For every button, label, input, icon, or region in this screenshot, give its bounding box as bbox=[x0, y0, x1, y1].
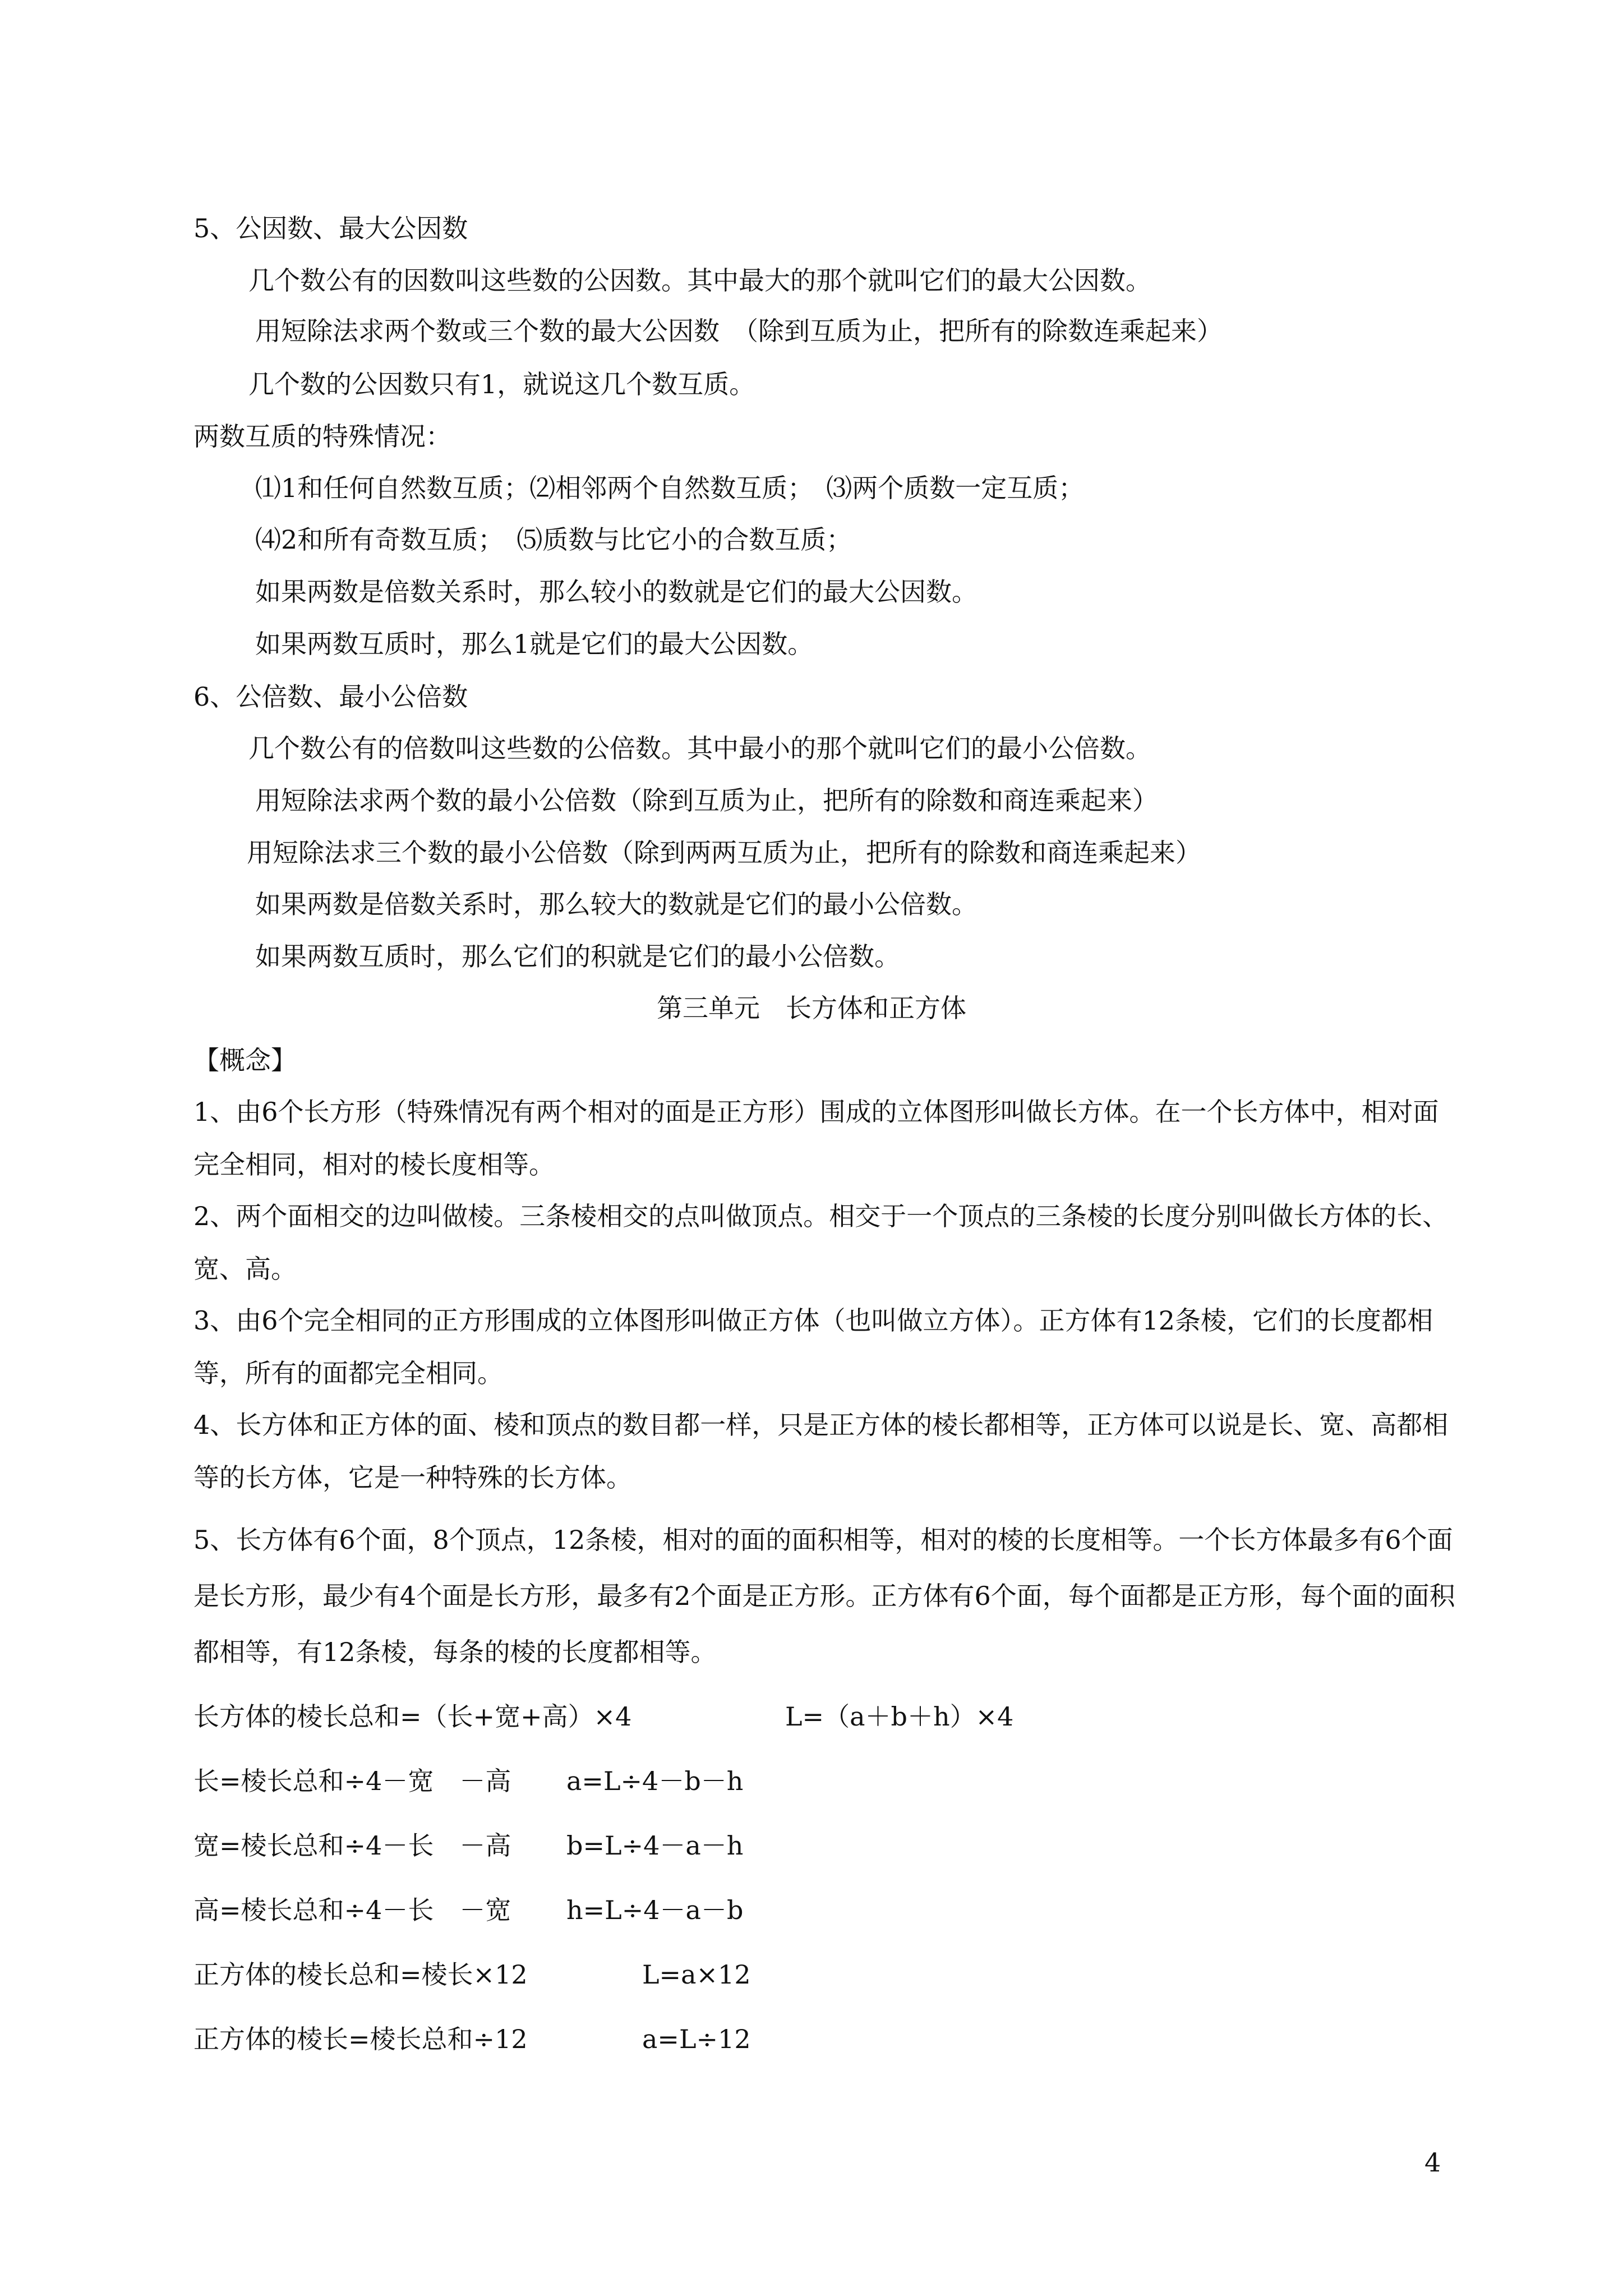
formula-symbol: a=L÷12 bbox=[642, 2024, 751, 2054]
section6-coprime-rule: 如果两数互质时，那么它们的积就是它们的最小公倍数。 bbox=[255, 941, 900, 972]
concept-paragraph-2: 2、两个面相交的边叫做棱。三条棱相交的点叫做顶点。相交于一个顶点的三条棱的长度分别叫做长方体的长、宽、高。 bbox=[193, 1201, 1449, 1284]
concept-paragraph-1: 1、由6个长方形（特殊情况有两个相对的面是正方形）围成的立体图形叫做长方体。在一个长方体中，相对面完全相同，相对的棱长度相等。 bbox=[193, 1097, 1439, 1180]
section5-definition: 几个数公有的因数叫这些数的公因数。其中最大的那个就叫它们的最大公因数。 bbox=[248, 265, 1151, 296]
section5-title: 5、公因数、最大公因数 bbox=[193, 213, 468, 243]
special-coprime-rule: 如果两数互质时，那么1就是它们的最大公因数。 bbox=[255, 629, 814, 659]
special-multiple-rule: 如果两数是倍数关系时，那么较小的数就是它们的最大公因数。 bbox=[255, 577, 978, 607]
section6-method-three: 用短除法求三个数的最小公倍数（除到两两互质为止，把所有的除数和商连乘起来） bbox=[247, 838, 1201, 868]
concept-paragraph-4: 4、长方体和正方体的面、棱和顶点的数目都一样，只是正方体的棱长都相等，正方体可以说是长、宽、高都相等的长方体，它是一种特殊的长方体。 bbox=[193, 1410, 1449, 1493]
formula-symbol: h=L÷4－a－b bbox=[566, 1895, 744, 1925]
page-number: 4 bbox=[1424, 2147, 1441, 2178]
unit3-title: 第三单元 长方体和正方体 bbox=[657, 993, 966, 1023]
formula-symbol: b=L÷4－a－h bbox=[566, 1830, 744, 1861]
formula-text: 正方体的棱长总和=棱长×12 bbox=[193, 1959, 528, 1990]
section6-method-two: 用短除法求两个数的最小公倍数（除到互质为止，把所有的除数和商连乘起来） bbox=[255, 785, 1158, 816]
concept-paragraph-5: 5、长方体有6个面，8个顶点，12条棱，相对的面的面积相等，相对的棱的长度相等。一个长方体最多有6个面是长方形，最少有4个面是长方形，最多有2个面是正方形。正方体有6个面，每个面都是正方形，每个面的面积都相等，有12条棱，每条的棱的长度都相等。 bbox=[193, 1525, 1455, 1667]
formula-symbol: L=（a＋b＋h）×4 bbox=[785, 1701, 1014, 1732]
formula-text: 长=棱长总和÷4－宽 －高 bbox=[193, 1766, 511, 1796]
section5-coprime: 几个数的公因数只有1，就说这几个数互质。 bbox=[248, 369, 755, 399]
section6-definition: 几个数公有的倍数叫这些数的公倍数。其中最小的那个就叫它们的最小公倍数。 bbox=[248, 733, 1151, 763]
concept-paragraph-3: 3、由6个完全相同的正方形围成的立体图形叫做正方体（也叫做立方体）。正方体有12条棱，它们的长度都相等，所有的面都完全相同。 bbox=[193, 1305, 1433, 1388]
formula-text: 宽=棱长总和÷4－长 －高 bbox=[193, 1830, 511, 1861]
special-cases-1: ⑴1和任何自然数互质；⑵相邻两个自然数互质； ⑶两个质数一定互质； bbox=[255, 473, 1085, 503]
section6-title: 6、公倍数、最小公倍数 bbox=[193, 682, 468, 712]
special-title: 两数互质的特殊情况： bbox=[193, 421, 451, 452]
section5-method: 用短除法求两个数或三个数的最大公因数 （除到互质为止，把所有的除数连乘起来） bbox=[255, 316, 1223, 346]
formula-text: 正方体的棱长=棱长总和÷12 bbox=[193, 2024, 528, 2054]
section6-multiple-rule: 如果两数是倍数关系时，那么较大的数就是它们的最小公倍数。 bbox=[255, 889, 978, 919]
concept-header: 【概念】 bbox=[193, 1045, 297, 1075]
formula-symbol: a=L÷4－b－h bbox=[566, 1766, 744, 1796]
special-cases-2: ⑷2和所有奇数互质； ⑸质数与比它小的合数互质； bbox=[255, 524, 852, 555]
formula-text: 长方体的棱长总和=（长+宽+高）×4 bbox=[193, 1701, 632, 1732]
formula-text: 高=棱长总和÷4－长 －宽 bbox=[193, 1895, 511, 1925]
formula-symbol: L=a×12 bbox=[642, 1959, 751, 1990]
